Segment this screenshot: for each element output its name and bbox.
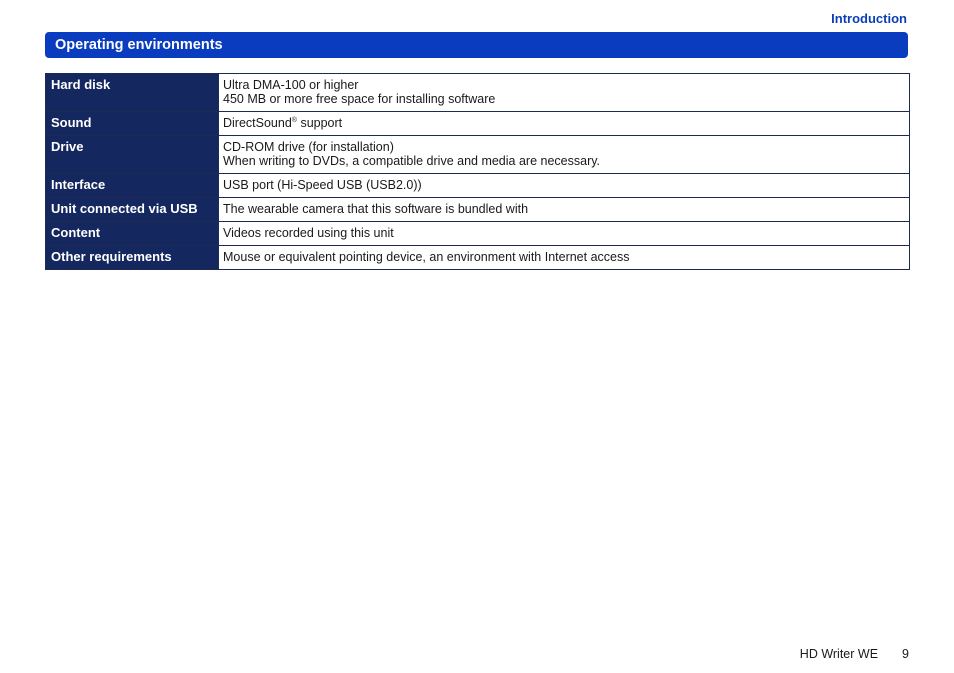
row-label-unit-connected: Unit connected via USB bbox=[46, 198, 219, 222]
row-label-other-requirements: Other requirements bbox=[46, 246, 219, 270]
page-footer bbox=[800, 647, 909, 661]
row-label-interface: Interface bbox=[46, 174, 219, 198]
row-value-other-requirements: Mouse or equivalent pointing device, an environment with Internet access bbox=[219, 246, 910, 270]
row-label-content: Content bbox=[46, 222, 219, 246]
product-name: HD Writer WE bbox=[799, 647, 879, 661]
value-line: Ultra DMA-100 or higher bbox=[223, 78, 359, 92]
row-label-sound: Sound bbox=[46, 112, 219, 136]
table-row bbox=[46, 174, 910, 198]
section-title: Operating environments bbox=[55, 37, 223, 53]
row-value-content: Videos recorded using this unit bbox=[219, 222, 910, 246]
row-value-sound bbox=[219, 112, 910, 136]
value-text: support bbox=[296, 116, 343, 130]
value-text: DirectSound bbox=[223, 116, 292, 130]
registered-mark: ® bbox=[291, 116, 297, 124]
section-link-introduction[interactable]: Introduction bbox=[831, 11, 907, 26]
value-line: CD-ROM drive (for installation) bbox=[223, 140, 394, 154]
section-title-bar bbox=[45, 32, 908, 58]
table-row bbox=[46, 112, 910, 136]
table-row bbox=[46, 74, 910, 112]
value-line: When writing to DVDs, a compatible drive and media are necessary. bbox=[223, 154, 601, 168]
page-number: 9 bbox=[902, 647, 909, 661]
row-value-interface: USB port (Hi-Speed USB (USB2.0)) bbox=[219, 174, 910, 198]
table-row bbox=[46, 246, 910, 270]
value-line: 450 MB or more free space for installing software bbox=[223, 92, 496, 106]
table-row bbox=[46, 222, 910, 246]
table-row bbox=[46, 198, 910, 222]
row-value-hard-disk bbox=[219, 74, 910, 112]
requirements-table bbox=[45, 73, 910, 270]
row-value-unit-connected: The wearable camera that this software is bundled with bbox=[219, 198, 910, 222]
row-value-drive bbox=[219, 136, 910, 174]
row-label-drive: Drive bbox=[46, 136, 219, 174]
table-row bbox=[46, 136, 910, 174]
row-label-hard-disk: Hard disk bbox=[46, 74, 219, 112]
